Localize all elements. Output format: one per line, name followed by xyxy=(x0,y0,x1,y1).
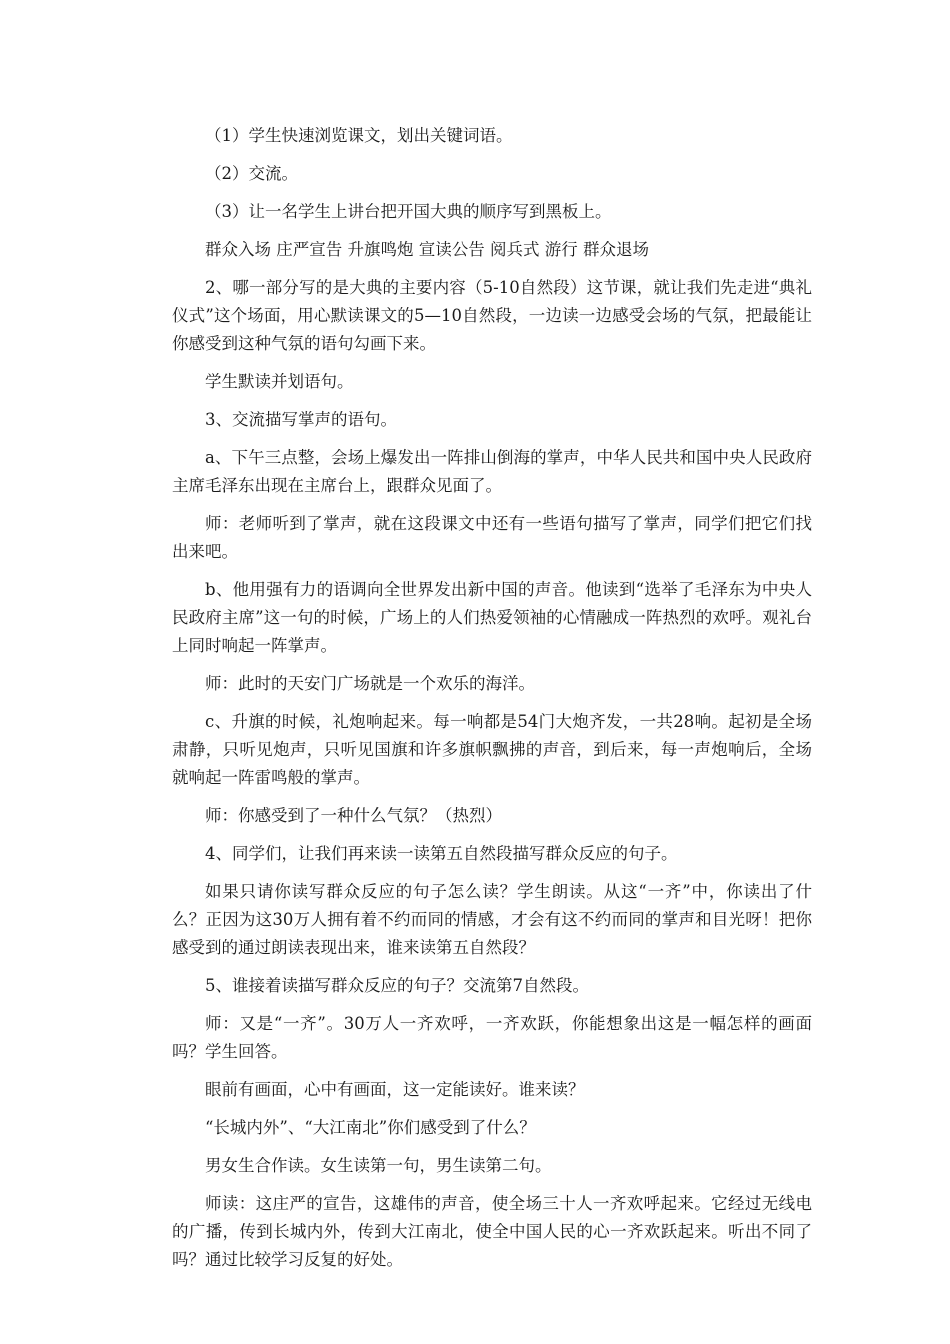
paragraph-quote-b: b、他用强有力的语调向全世界发出新中国的声音。他读到“选举了毛泽东为中央人民政府主席”这一句的时候，广场上的人们热爱领袖的心情融成一阵热烈的欢呼。观礼台上同时响起一阵掌声。 xyxy=(172,580,812,655)
paragraph-section-4: 4、同学们，让我们再来读一读第五自然段描写群众反应的句子。 xyxy=(205,844,678,863)
paragraph-step-1: （1）学生快速浏览课文，划出关键词语。 xyxy=(205,126,513,145)
paragraph-section-5: 5、谁接着读描写群众反应的句子？交流第7自然段。 xyxy=(205,976,589,995)
paragraph-teacher-2: 师：此时的天安门广场就是一个欢乐的海洋。 xyxy=(205,674,535,693)
paragraph-teacher-4: 师：又是“一齐”。30万人一齐欢呼，一齐欢跃，你能想象出这是一幅怎样的画面吗？学生回答。 xyxy=(172,1014,812,1061)
paragraph-step-3: （3）让一名学生上讲台把开国大典的顺序写到黑板上。 xyxy=(205,202,612,221)
paragraph-quote-a: a、下午三点整，会场上爆发出一阵排山倒海的掌声，中华人民共和国中央人民政府主席毛泽东出现在主席台上，跟群众见面了。 xyxy=(172,448,812,495)
paragraph-teacher-reading: 师读：这庄严的宣告，这雄伟的声音，使全场三十人一齐欢呼起来。它经过无线电的广播，传到长城内外，传到大江南北，使全中国人民的心一齐欢跃起来。听出不同了吗？通过比较学习反复的好处。 xyxy=(172,1194,812,1269)
paragraph-teacher-3: 师：你感受到了一种什么气氛？（热烈） xyxy=(205,806,502,825)
paragraph-teacher-1: 师：老师听到了掌声，就在这段课文中还有一些语句描写了掌声，同学们把它们找出来吧。 xyxy=(172,514,812,561)
paragraph-section-3: 3、交流描写掌声的语句。 xyxy=(205,410,397,429)
paragraph-silent-reading: 学生默读并划语句。 xyxy=(205,372,354,391)
paragraph-group-reading: 男女生合作读。女生读第一句，男生读第二句。 xyxy=(205,1156,552,1175)
document-body xyxy=(172,122,812,1284)
paragraph-section-2: 2、哪一部分写的是大典的主要内容（5-10自然段）这节课，就让我们先走进“典礼仪式”这个场面，用心默读课文的5—10自然段，一边读一边感受会场的气氛，把最能让你感受到这种气氛的语句勾画下来。 xyxy=(172,278,812,353)
paragraph-imagery: 眼前有画面，心中有画面，这一定能读好。谁来读？ xyxy=(205,1080,585,1099)
paragraph-question: “长城内外”、“大江南北”你们感受到了什么？ xyxy=(205,1118,536,1137)
paragraph-quote-c: c、升旗的时候，礼炮响起来。每一响都是54门大炮齐发，一共28响。起初是全场肃静，只听见炮声，只听见国旗和许多旗帜飘拂的声音，到后来，每一声炮响后，全场就响起一阵雷鸣般的掌声。 xyxy=(172,712,812,787)
paragraph-reading-discussion: 如果只请你读写群众反应的句子怎么读？学生朗读。从这“一齐”中，你读出了什么？正因为这30万人拥有着不约而同的情感，才会有这不约而同的掌声和目光呀！把你感受到的通过朗读表现出来，谁来读第五自然段？ xyxy=(172,882,812,957)
paragraph-step-2: （2）交流。 xyxy=(205,164,298,183)
paragraph-sequence-keywords: 群众入场 庄严宣告 升旗鸣炮 宣读公告 阅兵式 游行 群众退场 xyxy=(205,240,649,259)
